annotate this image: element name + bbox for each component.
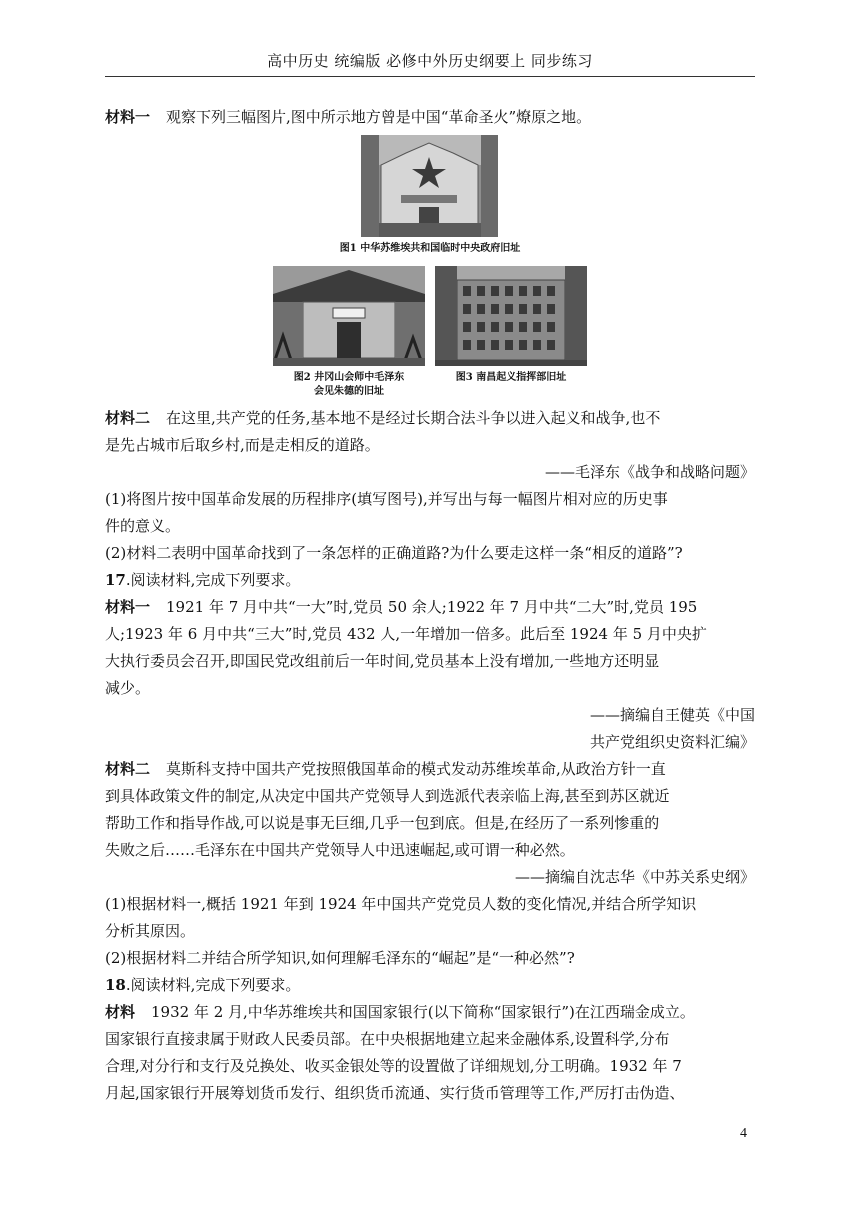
q17-heading (105, 567, 755, 594)
material-text: 观察下列三幅图片,图中所示地方曾是中国“革命圣火”燎原之地。 (166, 108, 592, 126)
question-intro: .阅读材料,完成下列要求。 (125, 976, 301, 994)
q17-material-1-line-1 (105, 594, 755, 621)
material-label: 材料一 (105, 108, 151, 126)
photo-provisional-government-site (361, 135, 498, 237)
q17-material-2-line-1 (105, 756, 755, 783)
figure-3-caption: 图3 南昌起义指挥部旧址 (455, 372, 567, 383)
figure-2-caption-line-2: 会见朱德的旧址 (314, 386, 384, 397)
q17-material-1-line-4: 减少。 (105, 679, 151, 697)
q17-question-1-line-1: (1)根据材料一,概括 1921 年到 1924 年中国共产党党员人数的变化情况,并结合所学知识 (105, 895, 697, 913)
q16-question-1-line-2: 件的意义。 (105, 517, 181, 535)
q16-question-1-line-1: (1)将图片按中国革命发展的历程排序(填写图号),并写出与每一幅图片相对应的历史事 (105, 490, 668, 508)
q18-heading (105, 972, 755, 999)
q17-material-1-line-2: 人;1923 年 6 月中共“三大”时,党员 432 人,一年增加一倍多。此后至 1924 年 5 月中央扩 (105, 625, 707, 643)
question-number: 17 (105, 571, 126, 589)
q17-material-1-source-line-2: 共产党组织史资料汇编》 (589, 733, 755, 751)
figure-3 (435, 266, 587, 399)
q16-material-2-line-2: 是先占城市后取乡村,而是走相反的道路。 (105, 436, 380, 454)
material-text: 1932 年 2 月,中华苏维埃共和国国家银行(以下简称“国家银行”)在江西瑞金成立。 (151, 1003, 695, 1021)
q17-material-2-source: ——摘编自沈志华《中苏关系史纲》 (514, 868, 755, 886)
q17-question-1-line-2: 分析其原因。 (105, 922, 196, 940)
figure-1-caption: 图1 中华苏维埃共和国临时中央政府旧址 (339, 243, 521, 254)
figure-1 (340, 135, 520, 256)
figure-2-caption-line-1: 图2 井冈山会师中毛泽东 (293, 372, 405, 383)
q16-question-2: (2)材料二表明中国革命找到了一条怎样的正确道路?为什么要走这样一条“相反的道路”? (105, 544, 683, 562)
q18-material-line-4: 月起,国家银行开展筹划货币发行、组织货币流通、实行货币管理等工作,严厉打击伪造、 (105, 1084, 685, 1102)
q18-material-line-3: 合理,对分行和支行及兑换处、收买金银处等的设置做了详细规划,分工明确。1932 年 7 (105, 1057, 682, 1075)
q18-material-line-2: 国家银行直接隶属于财政人民委员部。在中央根据地建立起来金融体系,设置科学,分布 (105, 1030, 670, 1048)
page-number: 4 (740, 1126, 747, 1141)
q17-question-2: (2)根据材料二并结合所学知识,如何理解毛泽东的“崛起”是“一种必然”? (105, 949, 575, 967)
q18-material-line-1 (105, 999, 755, 1026)
q17-material-1-line-3: 大执行委员会召开,即国民党改组前后一年时间,党员基本上没有增加,一些地方还明显 (105, 652, 660, 670)
material-label: 材料一 (105, 598, 151, 616)
photo-nanchang-uprising-hq (435, 266, 587, 366)
q17-material-2-line-2: 到具体政策文件的制定,从决定中国共产党领导人到选派代表亲临上海,甚至到苏区就近 (105, 787, 670, 805)
q17-material-2-line-3: 帮助工作和指导作战,可以说是事无巨细,几乎一包到底。但是,在经历了一系列惨重的 (105, 814, 660, 832)
header-divider (105, 76, 755, 77)
q16-material-2-source: ——毛泽东《战争和战略问题》 (544, 463, 755, 481)
q16-material-2-line-1 (105, 405, 755, 432)
material-text: 1921 年 7 月中共“一大”时,党员 50 余人;1922 年 7 月中共“二大”时,党员 195 (166, 598, 698, 616)
q16-material-1 (105, 104, 755, 131)
figure-row-2 (105, 266, 755, 399)
question-number: 18 (105, 976, 126, 994)
page-content (105, 104, 755, 1107)
q17-material-2-line-4: 失败之后……毛泽东在中国共产党领导人中迅速崛起,或可谓一种必然。 (105, 841, 575, 859)
material-label: 材料 (105, 1003, 136, 1021)
question-intro: .阅读材料,完成下列要求。 (125, 571, 301, 589)
material-label: 材料二 (105, 409, 151, 427)
q17-material-1-source-line-1: ——摘编自王健英《中国 (589, 706, 755, 724)
material-text: 在这里,共产党的任务,基本地不是经过长期合法斗争以进入起义和战争,也不 (166, 409, 661, 427)
page-header: 高中历史 统编版 必修中外历史纲要上 同步练习 (267, 52, 593, 70)
material-text: 莫斯科支持中国共产党按照俄国革命的模式发动苏维埃革命,从政治方针一直 (166, 760, 666, 778)
material-label: 材料二 (105, 760, 151, 778)
figure-2 (273, 266, 425, 399)
photo-jinggangshan-site (273, 266, 425, 366)
figure-row-1 (105, 135, 755, 256)
